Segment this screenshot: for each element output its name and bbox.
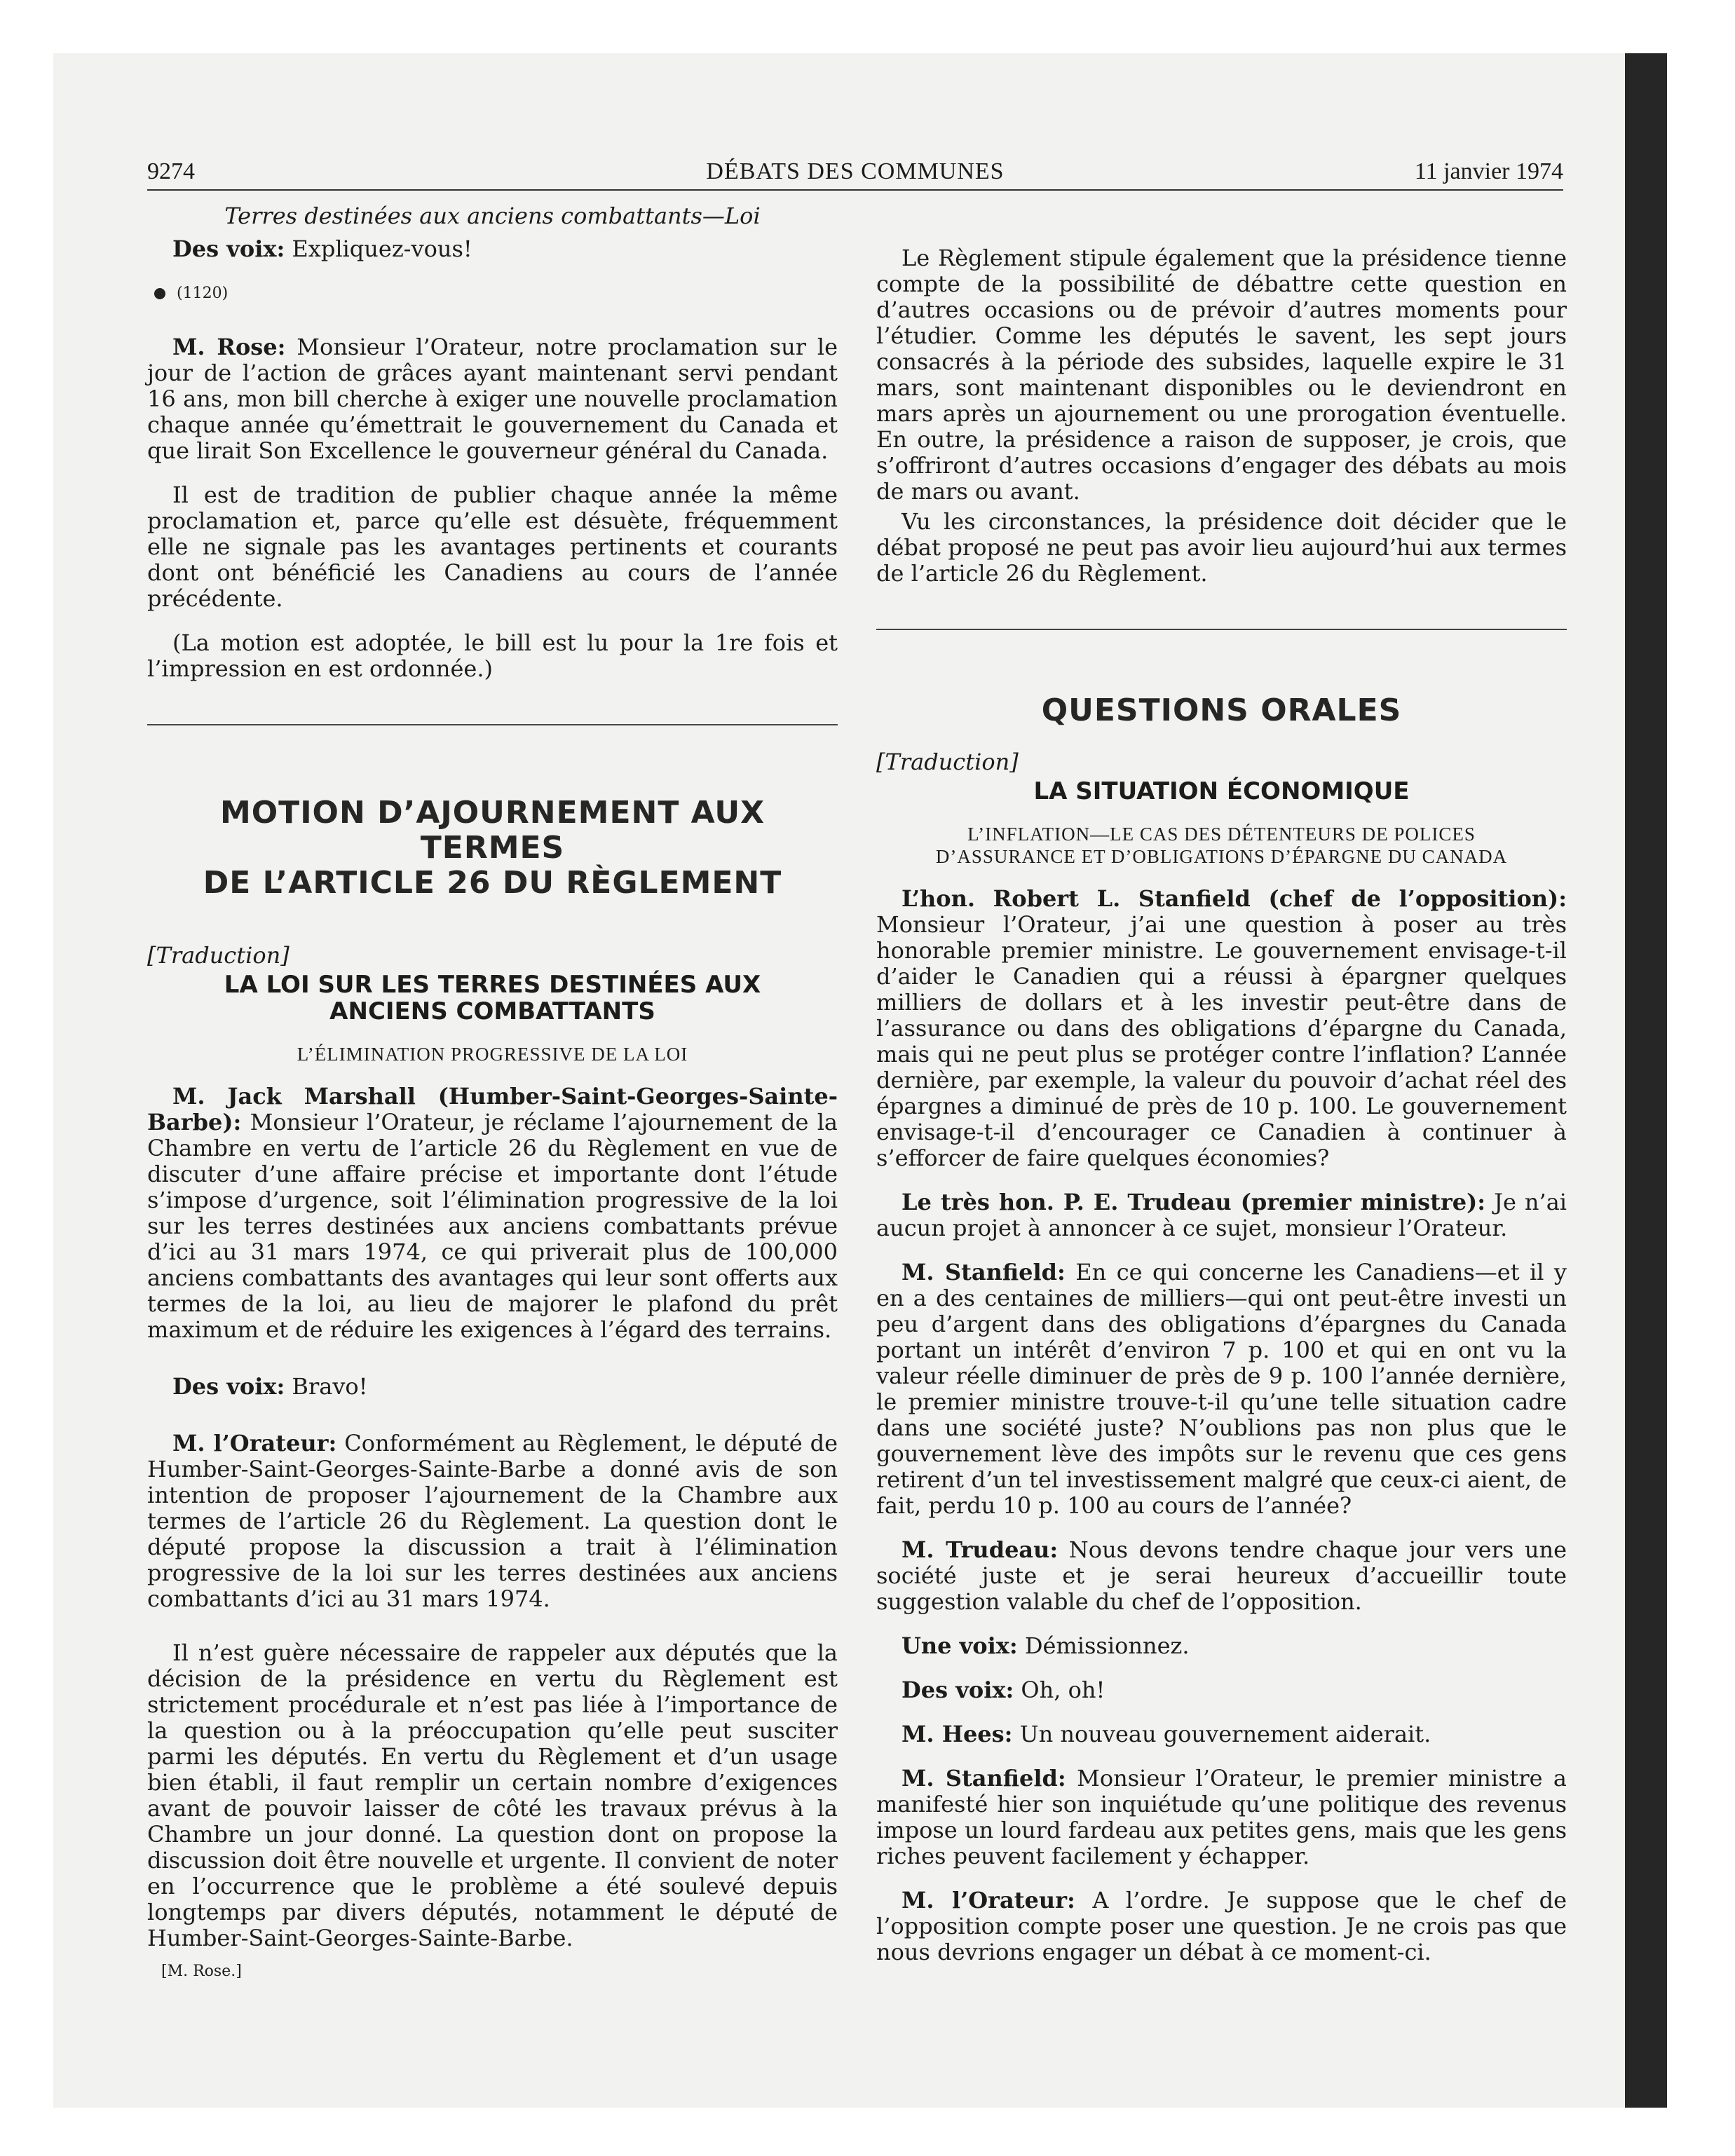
minor-heading: L’ÉLIMINATION PROGRESSIVE DE LA LOI <box>297 1044 688 1065</box>
scan-edge-bar <box>1625 53 1667 2108</box>
speaker: M. Jack Marshall (Humber-Saint-Georges-Sainte-Barbe): <box>147 1083 838 1135</box>
section-divider <box>147 724 838 725</box>
page-title: DÉBATS DES COMMUNES <box>706 158 1005 184</box>
paragraph: (La motion est adoptée, le bill est lu pour la 1re fois et l’impression en est ordonnée.) <box>147 629 838 682</box>
paragraph: Des voix: Expliquez-vous! <box>172 236 472 262</box>
subsection-title: LA LOI SUR LES TERRES DESTINÉES AUX ANCIENS COMBATTANTS <box>224 971 761 1025</box>
bullet-icon <box>154 288 165 299</box>
speaker: M. l’Orateur: <box>172 1430 337 1456</box>
paragraph: Vu les circonstances, la présidence doit décider que le débat proposé ne peut pas avoir lieu aujourd’hui aux termes de l’article 26 du Règlement. <box>876 508 1567 587</box>
paragraph: M. Hees: Un nouveau gouvernement aiderait. <box>901 1721 1431 1747</box>
page-header <box>147 156 1563 191</box>
paragraph: Il n’est guère nécessaire de rappeler aux députés que la décision de la présidence en vertu du Règlement est strictement procédurale et n’est pas liée à l’importance de la question ou à la préoccupation qu’elle peut susciter parmi les députés. En vertu du Règlement et d’un usage bien établi, il faut remplir un certain nombre d’exigences avant de pouvoir laisser de côté les travaux prévus à la Chambre un jour donné. La question dont on propose la discussion doit être nouvelle et urgente. Il convient de noter en l’occurrence que le problème a été soulevé depuis longtemps par divers députés, notamment le député de Humber-Saint-Georges-Sainte-Barbe. <box>147 1639 838 1951</box>
speaker: Le très hon. P. E. Trudeau (premier ministre): <box>901 1189 1486 1215</box>
speaker: M. Rose: <box>172 334 286 360</box>
paragraph: M. Jack Marshall (Humber-Saint-Georges-Sainte-Barbe): Monsieur l’Orateur, je réclame l’ajournement de la Chambre en vertu de l’article 26 du Règlement en vue de discuter d’une affaire précise et importante dont l’étude s’impose d’urgence, soit l’élimination progressive de la loi sur les terres destinées aux anciens combattants prévue d’ici au 31 mars 1974, ce qui priverait plus de 100,000 anciens combattants des avantages qui leur sont offerts aux termes de la loi, au lieu de majorer le plafond du prêt maximum et de réduire les exigences à l’égard des terrains. <box>147 1083 838 1343</box>
page-date: 11 janvier 1974 <box>1414 158 1563 184</box>
translation-note: [Traduction] <box>876 749 1019 775</box>
speaker: Des voix: <box>172 1373 285 1400</box>
paragraph: M. Stanfield: En ce qui concerne les Canadiens—et il y en a des centaines de milliers—qui ont peut-être investi un peu d’argent dans des obligations d’épargnes du Canada portant un intérêt d’environ 7 p. 100 et qui en ont vu la valeur réelle diminuer de près de 9 p. 100 l’année dernière, le premier ministre trouve-t-il qu’une telle situation cadre dans une société juste? N’oublions pas non plus que le gouvernement lève des impôts sur le revenu que ces gens retirent d’un tel investissement malgré que ceux-ci aient, de fait, perdu 10 p. 100 au cours de l’année? <box>876 1259 1567 1519</box>
paragraph: Il est de tradition de publier chaque année la même proclamation et, parce qu’elle est désuète, fréquemment elle ne signale pas les avantages pertinents et courants dont ont bénéficié les Canadiens au cours de l’année précédente. <box>147 482 838 612</box>
section-title: QUESTIONS ORALES <box>1041 692 1402 728</box>
paragraph: Le Règlement stipule également que la présidence tienne compte de la possibilité de débattre cette question en d’autres occasions ou de prévoir d’autres moments pour l’étudier. Comme les députés le savent, les sept jours consacrés à la période des subsides, laquelle expire le 31 mars, sont maintenant disponibles ou le deviendront en mars après un ajournement ou une prorogation éventuelle. En outre, la présidence a raison de supposer, je crois, que s’offriront d’autres occasions d’engager des débats au mois de mars ou avant. <box>876 245 1567 505</box>
subsection-title: LA SITUATION ÉCONOMIQUE <box>1033 777 1410 805</box>
paragraph: M. Stanfield: Monsieur l’Orateur, le premier ministre a manifesté hier son inquiétude qu’une politique des revenus impose un lourd fardeau aux petites gens, mais que les gens riches peuvent facilement y échapper. <box>876 1765 1567 1869</box>
section-title: MOTION D’AJOURNEMENT AUX TERMES DE L’ARTICLE 26 DU RÈGLEMENT <box>203 795 782 901</box>
speaker: M. Trudeau: <box>901 1536 1059 1563</box>
section-divider <box>876 629 1567 630</box>
paragraph: Une voix: Démissionnez. <box>901 1632 1190 1659</box>
speaker: Des voix: <box>901 1677 1014 1703</box>
speaker: M. Hees: <box>901 1721 1013 1747</box>
paragraph: M. Rose: Monsieur l’Orateur, notre proclamation sur le jour de l’action de grâces ayant maintenant servi pendant 16 ans, mon bill cherche à exiger une nouvelle proclamation chaque année qu’émettrait le gouvernement du Canada et que lirait Son Excellence le gouverneur général du Canada. <box>147 334 838 464</box>
speaker: M. Stanfield: <box>901 1259 1066 1285</box>
right-column <box>876 245 1567 1984</box>
speaker: M. Stanfield: <box>901 1765 1066 1792</box>
paragraph: M. Trudeau: Nous devons tendre chaque jour vers une société juste et je serai heureux d’accueillir toute suggestion valable du chef de l’opposition. <box>876 1536 1567 1615</box>
translation-note: [Traduction] <box>147 942 290 969</box>
time-marker: (1120) <box>154 280 838 306</box>
left-column <box>147 203 838 1984</box>
page-number: 9274 <box>147 158 195 184</box>
paragraph: Des voix: Oh, oh! <box>901 1677 1105 1703</box>
footnote: [M. Rose.] <box>161 1963 242 1980</box>
paragraph: M. l’Orateur: A l’ordre. Je suppose que le chef de l’opposition compte poser une question. Je ne crois pas que nous devrions engager un débat à ce moment-ci. <box>876 1887 1567 1965</box>
paragraph: M. l’Orateur: Conformément au Règlement, le député de Humber-Saint-Georges-Sainte-Barbe a donné avis de son intention de proposer l’ajournement de la Chambre aux termes de l’article 26 du Règlement. La question dont le député propose la discussion a trait à l’élimination progressive de la loi sur les terres destinées aux anciens combattants d’ici au 31 mars 1974. <box>147 1430 838 1612</box>
speaker: Des voix: <box>172 236 285 262</box>
paragraph: Le très hon. P. E. Trudeau (premier ministre): Je n’ai aucun projet à annoncer à ce sujet, monsieur l’Orateur. <box>876 1189 1567 1241</box>
minor-heading: L’INFLATION—LE CAS DES DÉTENTEURS DE POLICES D’ASSURANCE ET D’OBLIGATIONS D’ÉPARGNE DU CANADA <box>935 824 1508 867</box>
speaker: L’hon. Robert L. Stanfield (chef de l’opposition): <box>901 885 1567 912</box>
running-title: Terres destinées aux anciens combattants—Loi <box>224 203 761 229</box>
speaker: M. l’Orateur: <box>901 1887 1075 1913</box>
speaker: Une voix: <box>901 1632 1018 1659</box>
paragraph: L’hon. Robert L. Stanfield (chef de l’opposition): Monsieur l’Orateur, j’ai une question à poser au très honorable premier ministre. Le gouvernement envisage-t-il d’aider le Canadien qui a réussi à épargner quelques milliers de dollars et à les investir peut-être dans de l’assurance ou dans des obligations d’épargne du Canada, mais qui ne peut plus se protéger contre l’inflation? L’année dernière, par exemple, la valeur du pouvoir d’achat réel des épargnes a diminué de près de 10 p. 100. Le gouvernement envisage-t-il d’encourager ce Canadien à continuer à s’efforcer de faire quelques économies? <box>876 885 1567 1171</box>
paragraph: Des voix: Bravo! <box>172 1373 368 1400</box>
